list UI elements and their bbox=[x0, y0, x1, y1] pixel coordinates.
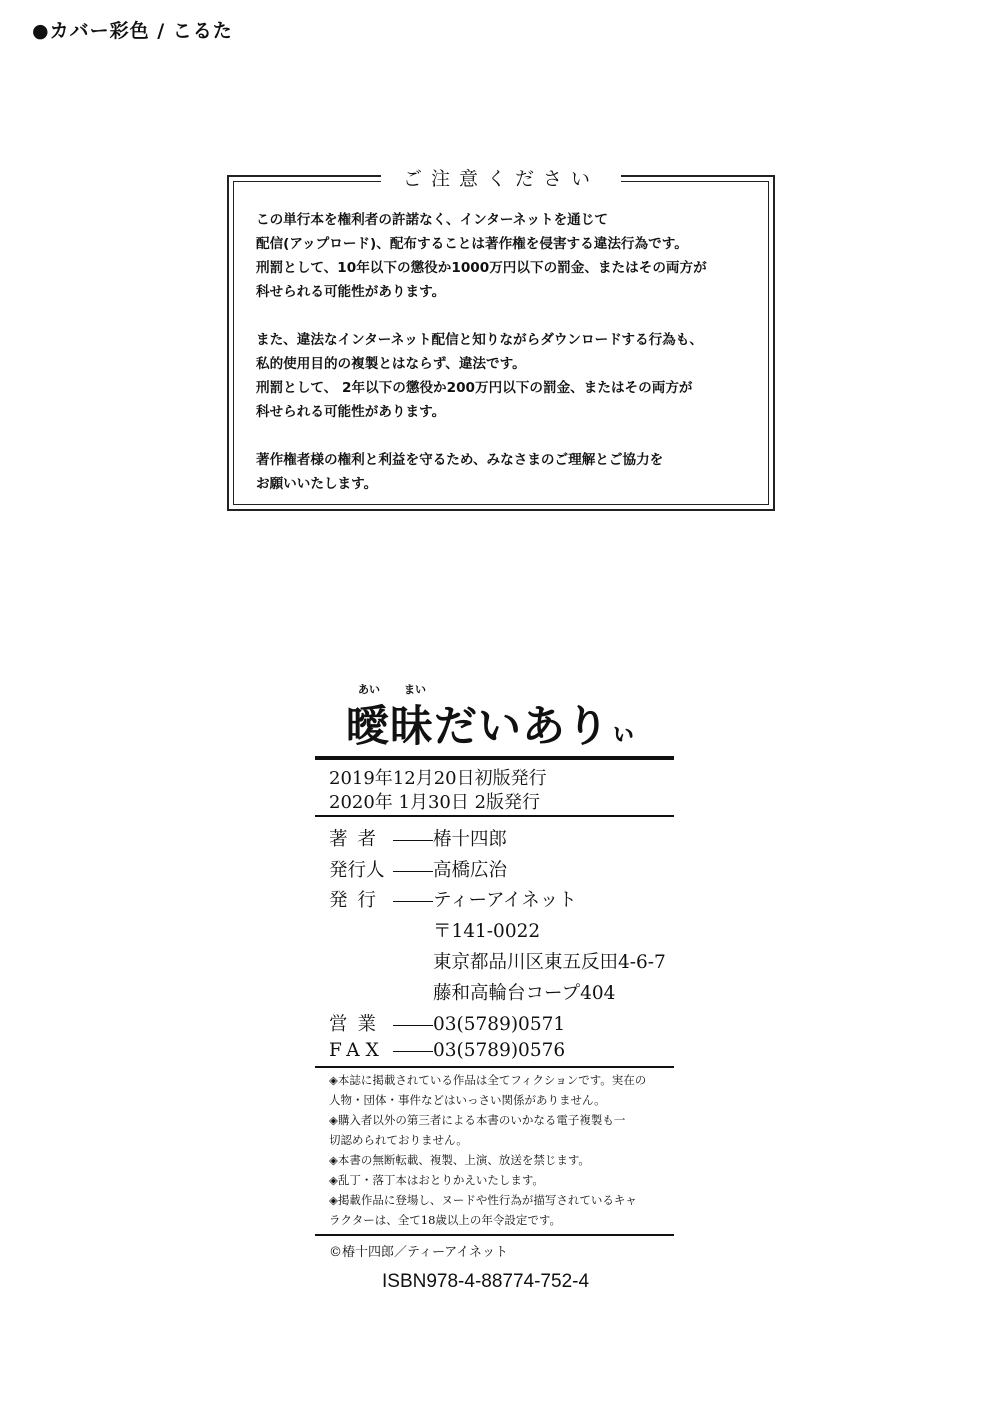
notice-title bbox=[234, 164, 768, 191]
notice-line: 科せられる可能性があります。 bbox=[256, 284, 446, 300]
sales-row bbox=[329, 1010, 565, 1036]
notice-line: お願いいたします。 bbox=[256, 476, 378, 492]
fax-row bbox=[329, 1040, 565, 1061]
notice-line: 私的使用目的の複製とはならず、違法です。 bbox=[256, 356, 526, 372]
dash-divider bbox=[393, 1051, 433, 1052]
publisher-row bbox=[329, 886, 577, 912]
address-line-1: 東京都品川区東五反田4-6-7 bbox=[433, 952, 666, 973]
title-rule bbox=[315, 756, 674, 760]
fax-number: 03(5789)0576 bbox=[433, 1040, 566, 1061]
notice-line: 科せられる可能性があります。 bbox=[256, 404, 446, 420]
notice-line: 配信(アップロード)、配布することは著作権を侵害する違法行為です。 bbox=[256, 236, 688, 252]
notice-title-text: ご注意ください bbox=[381, 168, 621, 190]
publisher-person-name: 高橋広治 bbox=[433, 860, 508, 881]
notice-line: この単行本を権利者の許諾なく、インターネットを通じて bbox=[256, 212, 608, 228]
edition-first: 2019年12月20日初版発行 bbox=[329, 768, 547, 789]
note-line: ◈乱丁・落丁本はおとりかえいたします。 bbox=[329, 1173, 544, 1187]
notice-line: 著作権者様の権利と利益を守るため、みなさまのご理解とご協力を bbox=[256, 452, 664, 468]
title-furigana-mai: まい bbox=[404, 683, 426, 696]
publisher-name: ティーアイネット bbox=[433, 890, 577, 911]
cover-color-credit: ●カバー彩色 / こるた bbox=[32, 20, 233, 42]
note-line: ◈購入者以外の第三者による本書のいかなる電子複製も一 bbox=[329, 1113, 626, 1127]
note-line: ◈掲載作品に登場し、ヌードや性行為が描写されているキャ bbox=[329, 1193, 637, 1207]
address-line-2: 藤和高輪台コープ404 bbox=[433, 983, 616, 1004]
notice-line: 刑罰として、 2年以下の懲役か200万円以下の罰金、またはその両方が bbox=[256, 380, 693, 396]
edition-rule bbox=[315, 815, 674, 817]
edition-second: 2020年 1月30日 2版発行 bbox=[329, 792, 541, 813]
sales-phone: 03(5789)0571 bbox=[433, 1014, 566, 1035]
contact-rule bbox=[315, 1066, 674, 1068]
note-line: 切認められておりません。 bbox=[329, 1133, 468, 1147]
notice-paragraph-3 bbox=[256, 448, 754, 496]
publisher-person-label: 発行人 bbox=[329, 860, 385, 881]
postal-code: 〒141-0022 bbox=[433, 921, 541, 942]
fax-label: FAX bbox=[329, 1040, 385, 1061]
dash-divider bbox=[393, 871, 433, 872]
notice-line: また、違法なインターネット配信と知りながらダウンロードする行為も、 bbox=[256, 332, 703, 348]
note-line: ◈本誌に掲載されている作品は全てフィクションです。実在の bbox=[329, 1073, 647, 1087]
dash-divider bbox=[393, 1025, 433, 1026]
notice-body bbox=[256, 208, 754, 496]
note-line: 人物・団体・事件などはいっさい関係がありません。 bbox=[329, 1093, 606, 1107]
copyright-notice-box bbox=[227, 168, 775, 511]
notice-line: 刑罰として、10年以下の懲役か1000万円以下の罰金、またはその両方が bbox=[256, 260, 707, 276]
copyright-line: ©椿十四郎／ティーアイネット bbox=[329, 1245, 509, 1260]
legal-notes bbox=[329, 1070, 689, 1230]
publisher-label: 発行 bbox=[329, 890, 387, 911]
book-title bbox=[346, 693, 638, 754]
isbn-number: ISBN978-4-88774-752-4 bbox=[382, 1271, 590, 1292]
dash-divider bbox=[393, 840, 433, 841]
author-name: 椿十四郎 bbox=[433, 829, 508, 850]
author-label: 著者 bbox=[329, 829, 387, 850]
note-line: ラクターは、全て18歳以上の年令設定です。 bbox=[329, 1213, 561, 1227]
book-title-main: 曖昧だいあり bbox=[346, 702, 610, 752]
notes-rule bbox=[315, 1234, 674, 1236]
sales-label: 営業 bbox=[329, 1014, 387, 1035]
note-line: ◈本書の無断転載、複製、上演、放送を禁じます。 bbox=[329, 1153, 590, 1167]
title-furigana-ai: あい bbox=[358, 683, 380, 696]
publisher-person-row bbox=[329, 856, 507, 882]
notice-paragraph-1 bbox=[256, 208, 754, 304]
notice-paragraph-2 bbox=[256, 328, 754, 424]
notice-inner-border bbox=[233, 168, 769, 505]
dash-divider bbox=[393, 901, 433, 902]
book-title-small-kana: ぃ bbox=[610, 717, 638, 748]
author-row bbox=[329, 825, 507, 851]
